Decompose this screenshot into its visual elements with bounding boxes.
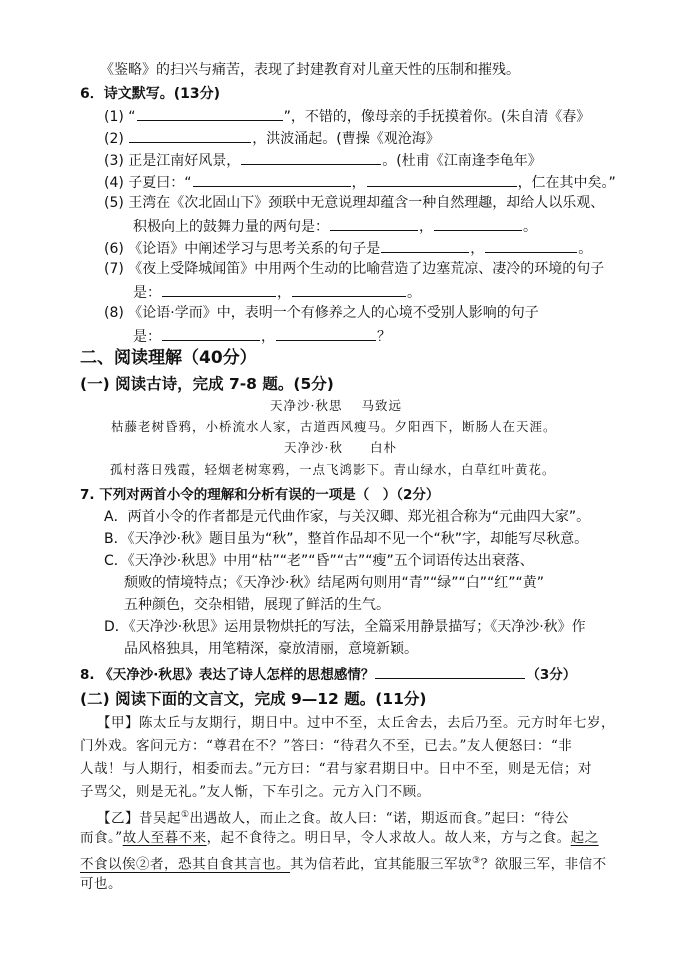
- passage-yi-line2: [80, 828, 599, 848]
- passage-yi-text: ，起不食待之。明日早，令人求故人。故人来，方与之食。: [206, 830, 571, 846]
- answer-blank[interactable]: [375, 663, 525, 679]
- q8-question: [80, 663, 576, 685]
- passage-yi-text: 其为信若此，宜其能服三军欤: [290, 856, 472, 873]
- q6-item-7: [104, 259, 604, 279]
- passage-yi-text: 而食。”: [80, 830, 123, 846]
- item-text-a: 子夏曰：“: [128, 175, 192, 191]
- item-separator: ，: [261, 329, 275, 345]
- item-text-a: 《论语·学而》中，表明一个有修养之人的心境不受别人影响的句子: [128, 305, 539, 321]
- subsection-title-classical: (二) 阅读下面的文言文，完成 9—12 题。(11分): [80, 690, 427, 708]
- q6-item-4: [104, 171, 616, 193]
- item-text-b: 。: [578, 241, 593, 257]
- item-text-b: ，洪波涌起。(曹操《观沧海》: [252, 131, 440, 147]
- q7-option-b: B．《天净沙·秋》题目虽为“秋”，整首作品却不见一个“秋”字，却能写尽秋意。: [104, 531, 589, 547]
- poem2-heading: [284, 438, 397, 458]
- poem1-title: 天净沙·秋思: [270, 398, 343, 413]
- item-text-a: 《夜上受降城闻笛》中用两个生动的比喻营造了边塞荒凉、凄冷的环境的句子: [128, 261, 605, 277]
- item-text-a2: 积极向上的鼓舞力量的两句是：: [133, 219, 329, 235]
- item-number: (2): [104, 131, 124, 147]
- q6-item-2: [104, 127, 440, 149]
- poem1-text: 枯藤老树昏鸦，小桥流水人家，古道西风瘦马。夕阳西下，断肠人在天涯。: [111, 419, 557, 434]
- answer-blank[interactable]: [381, 237, 469, 253]
- passage-yi-text: 【乙】昔吴起: [97, 810, 181, 827]
- q6-item-8: [104, 303, 539, 323]
- item-number: (3): [104, 153, 124, 169]
- underlined-sentence: 起之: [570, 830, 599, 846]
- answer-blank[interactable]: [434, 215, 522, 231]
- line-jianlue: 《鉴略》的扫兴与痛苦，表现了封建教育对儿童天性的压制和摧残。: [100, 62, 520, 78]
- passage-yi-line4: 可也。: [80, 876, 122, 892]
- underlined-sentence: 故人至暮不来: [122, 830, 207, 846]
- q6-title: 6．诗文默写。(13分): [80, 86, 221, 102]
- q8-text: 8. 《天净沙·秋思》表达了诗人怎样的思想感情？: [80, 667, 375, 683]
- q7-option-d-cont: 品风格独具，用笔精深，豪放清丽，意境新颖。: [124, 641, 418, 657]
- item-text-b: ”，不错的，像母亲的手抚摸着你。(朱自清《春》: [283, 109, 591, 125]
- poem2-author: 白朴: [369, 440, 397, 455]
- answer-blank[interactable]: [193, 171, 351, 187]
- poem1-author: 马致远: [361, 398, 402, 413]
- item-number: (4): [104, 175, 124, 191]
- q6-item-5: [104, 193, 604, 213]
- answer-blank[interactable]: [330, 215, 418, 231]
- item-text-a: 王湾在《次北固山下》颈联中无意说理却蕴含一种自然理趣，却给人以乐观、: [128, 195, 605, 211]
- passage-yi-text: ？欲服三军，非信不: [480, 856, 607, 873]
- item-text-a: 正是江南好风景，: [128, 153, 241, 169]
- poem2-text: 孤村落日残霞，轻烟老树寒鸦，一点飞鸿影下。青山绿水，白草红叶黄花。: [110, 462, 556, 477]
- q7-option-d: D．《天净沙·秋思》运用景物烘托的写法，全篇采用静景描写；《天净沙·秋》作: [104, 619, 586, 635]
- passage-yi-line1: [97, 805, 569, 829]
- item-text-a: “: [128, 109, 136, 125]
- item-text-b: ？: [377, 329, 391, 345]
- item-text-a2: 是：: [133, 329, 161, 345]
- q6-item-1: [104, 105, 590, 127]
- answer-blank[interactable]: [162, 325, 260, 341]
- q6-item-6: [104, 237, 592, 259]
- item-text-b: 。(杜甫《江南逢李龟年》: [382, 153, 542, 169]
- q8-score: （3分）: [526, 667, 577, 683]
- item-separator: ，: [470, 241, 485, 257]
- item-text-b: 。: [407, 285, 421, 301]
- poem1-heading: [270, 396, 402, 416]
- underlined-sentence: 不食以俟②者，恐其自食其言也。: [80, 856, 290, 873]
- section-title-reading: 二、阅读理解（40分）: [80, 348, 257, 368]
- q7-option-c-cont1: 颓败的情境特点；《天净沙·秋》结尾两句则用“青”“绿”“白”“红”“黄”: [124, 575, 544, 591]
- item-text-b: 。: [523, 219, 537, 235]
- passage-jia-line1: 【甲】陈太丘与友期行，期日中。过中不至，太丘舍去，去后乃至。元方时年七岁，: [97, 715, 615, 731]
- q6-item-7-cont: [133, 281, 421, 303]
- passage-jia-line3: 人哉！与人期行，相委而去。”元方曰：“君与家君期日中。日中不至，则是无信；对: [80, 761, 593, 777]
- q7-title: 7. 下列对两首小令的理解和分析有误的一项是（ ）（2分）: [80, 487, 440, 503]
- item-number: (7): [104, 261, 124, 277]
- q6-item-3: [104, 149, 542, 171]
- answer-blank[interactable]: [241, 149, 381, 165]
- q7-option-c-cont2: 五种颜色，交杂相错，展现了鲜活的生气。: [124, 597, 390, 613]
- subsection-title-poems: (一) 阅读古诗，完成 7-8 题。(5分): [80, 375, 334, 393]
- passage-yi-line3: [80, 851, 607, 875]
- item-number: (1): [104, 109, 124, 125]
- passage-jia-line2: 门外戏。客问元方：“尊君在不？”答曰：“待君久不至，已去。”友人便怒曰：“非: [80, 738, 573, 754]
- item-text-b: ，仁在其中矣。”: [517, 175, 616, 191]
- answer-blank[interactable]: [292, 281, 406, 297]
- item-text-a2: 是：: [133, 285, 161, 301]
- footnote-marker: ①: [181, 810, 190, 820]
- item-number: (5): [104, 195, 124, 211]
- passage-jia-line4: 子骂父，则是无礼。”友人惭，下车引之。元方入门不顾。: [80, 784, 431, 800]
- footnote-marker: ③: [472, 856, 481, 866]
- item-number: (6): [104, 241, 124, 257]
- q7-option-c: C．《天净沙·秋思》中用“枯”“老”“昏”“古”“瘦”五个词语传达出衰落、: [104, 553, 534, 569]
- poem2-title: 天净沙·秋: [284, 440, 343, 455]
- answer-blank[interactable]: [367, 171, 517, 187]
- passage-yi-text: 出遇故人，而止之食。故人曰：“诺，期返而食。”起曰：“待公: [189, 810, 570, 827]
- answer-blank[interactable]: [276, 325, 376, 341]
- q6-item-5-cont: [133, 215, 537, 237]
- q7-option-a: A．两首小令的作者都是元代曲作家，与关汉卿、郑光祖合称为“元曲四大家”。: [104, 509, 591, 525]
- answer-blank[interactable]: [162, 281, 276, 297]
- answer-blank[interactable]: [129, 127, 251, 143]
- item-number: (8): [104, 305, 124, 321]
- answer-blank[interactable]: [485, 237, 577, 253]
- q6-item-8-cont: [133, 325, 391, 347]
- item-separator: ，: [351, 175, 366, 191]
- item-separator: ，: [277, 285, 291, 301]
- item-separator: ，: [419, 219, 433, 235]
- answer-blank[interactable]: [137, 105, 283, 121]
- item-text-a: 《论语》中阐述学习与思考关系的句子是: [128, 241, 381, 257]
